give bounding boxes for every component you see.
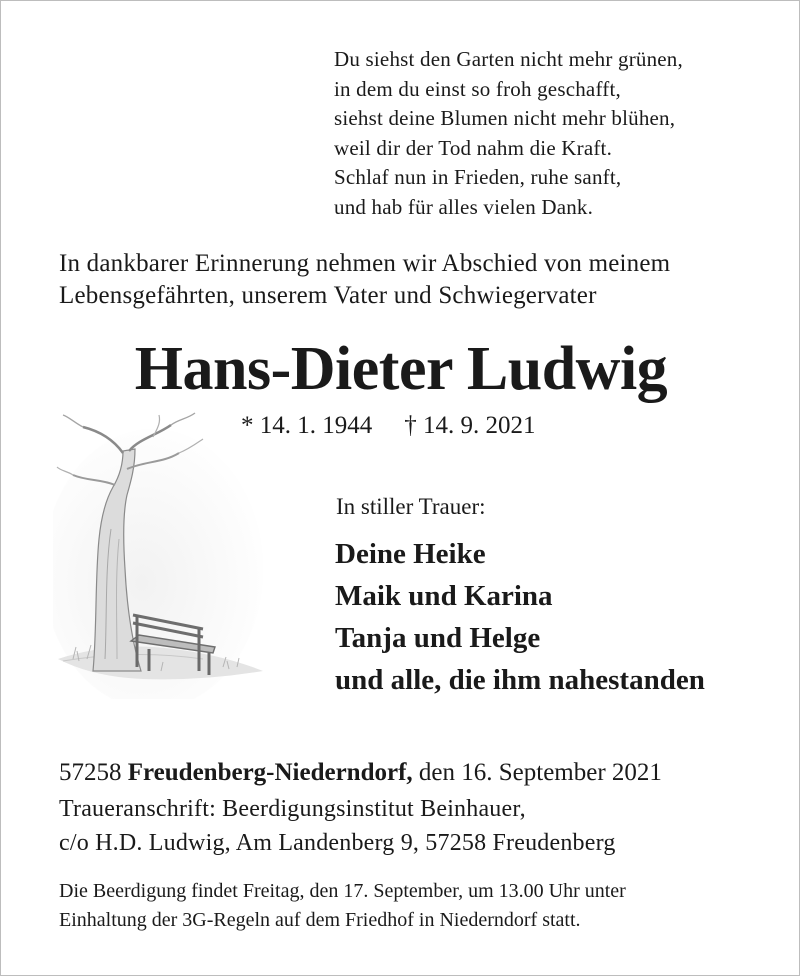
life-dates	[241, 409, 536, 443]
intro-line: In dankbarer Erinnerung nehmen wir Abschied von meinem	[59, 250, 671, 277]
place-and-date	[59, 757, 662, 789]
town-name: Freudenberg-Niederndorf,	[127, 759, 413, 786]
poem	[334, 45, 774, 222]
mourning-label: In stiller Trauer:	[336, 494, 486, 519]
tree-and-bench-drawing-icon	[53, 409, 265, 699]
funeral-notice	[59, 877, 789, 935]
mourner-name: und alle, die ihm nahestanden	[335, 664, 705, 696]
intro-text	[59, 248, 779, 312]
intro-line: Lebensgefährten, unserem Vater und Schwiegervater	[59, 282, 597, 309]
mourner-name: Deine Heike	[335, 538, 486, 570]
notice-line: Die Beerdigung findet Freitag, den 17. September, um 13.00 Uhr unter	[59, 880, 626, 902]
poem-line: und hab für alles vielen Dank.	[334, 194, 594, 219]
death-date: † 14. 9. 2021	[404, 412, 536, 439]
poem-line: in dem du einst so froh geschafft,	[334, 76, 621, 101]
mourner-name: Tanja und Helge	[335, 622, 541, 654]
mourner-name: Maik und Karina	[335, 580, 553, 612]
poem-line: weil dir der Tod nahm die Kraft.	[334, 135, 613, 160]
birth-date: * 14. 1. 1944	[241, 412, 373, 439]
notice-line: Einhaltung der 3G-Regeln auf dem Friedhof in Niederndorf statt.	[59, 909, 581, 931]
deceased-name: Hans-Dieter Ludwig	[134, 335, 668, 403]
mourners-list	[335, 533, 705, 701]
mourning-address	[59, 792, 616, 860]
postal-code: 57258	[59, 759, 122, 786]
poem-line: Schlaf nun in Frieden, ruhe sanft,	[334, 165, 622, 189]
address-line: Traueranschrift: Beerdigungsinstitut Beinhauer,	[59, 796, 526, 822]
poem-line: Du siehst den Garten nicht mehr grünen,	[334, 47, 683, 71]
poem-line: siehst deine Blumen nicht mehr blühen,	[334, 106, 676, 130]
notice-date: den 16. September 2021	[418, 759, 662, 786]
address-line: c/o H.D. Ludwig, Am Landenberg 9, 57258 Freudenberg	[59, 830, 616, 856]
